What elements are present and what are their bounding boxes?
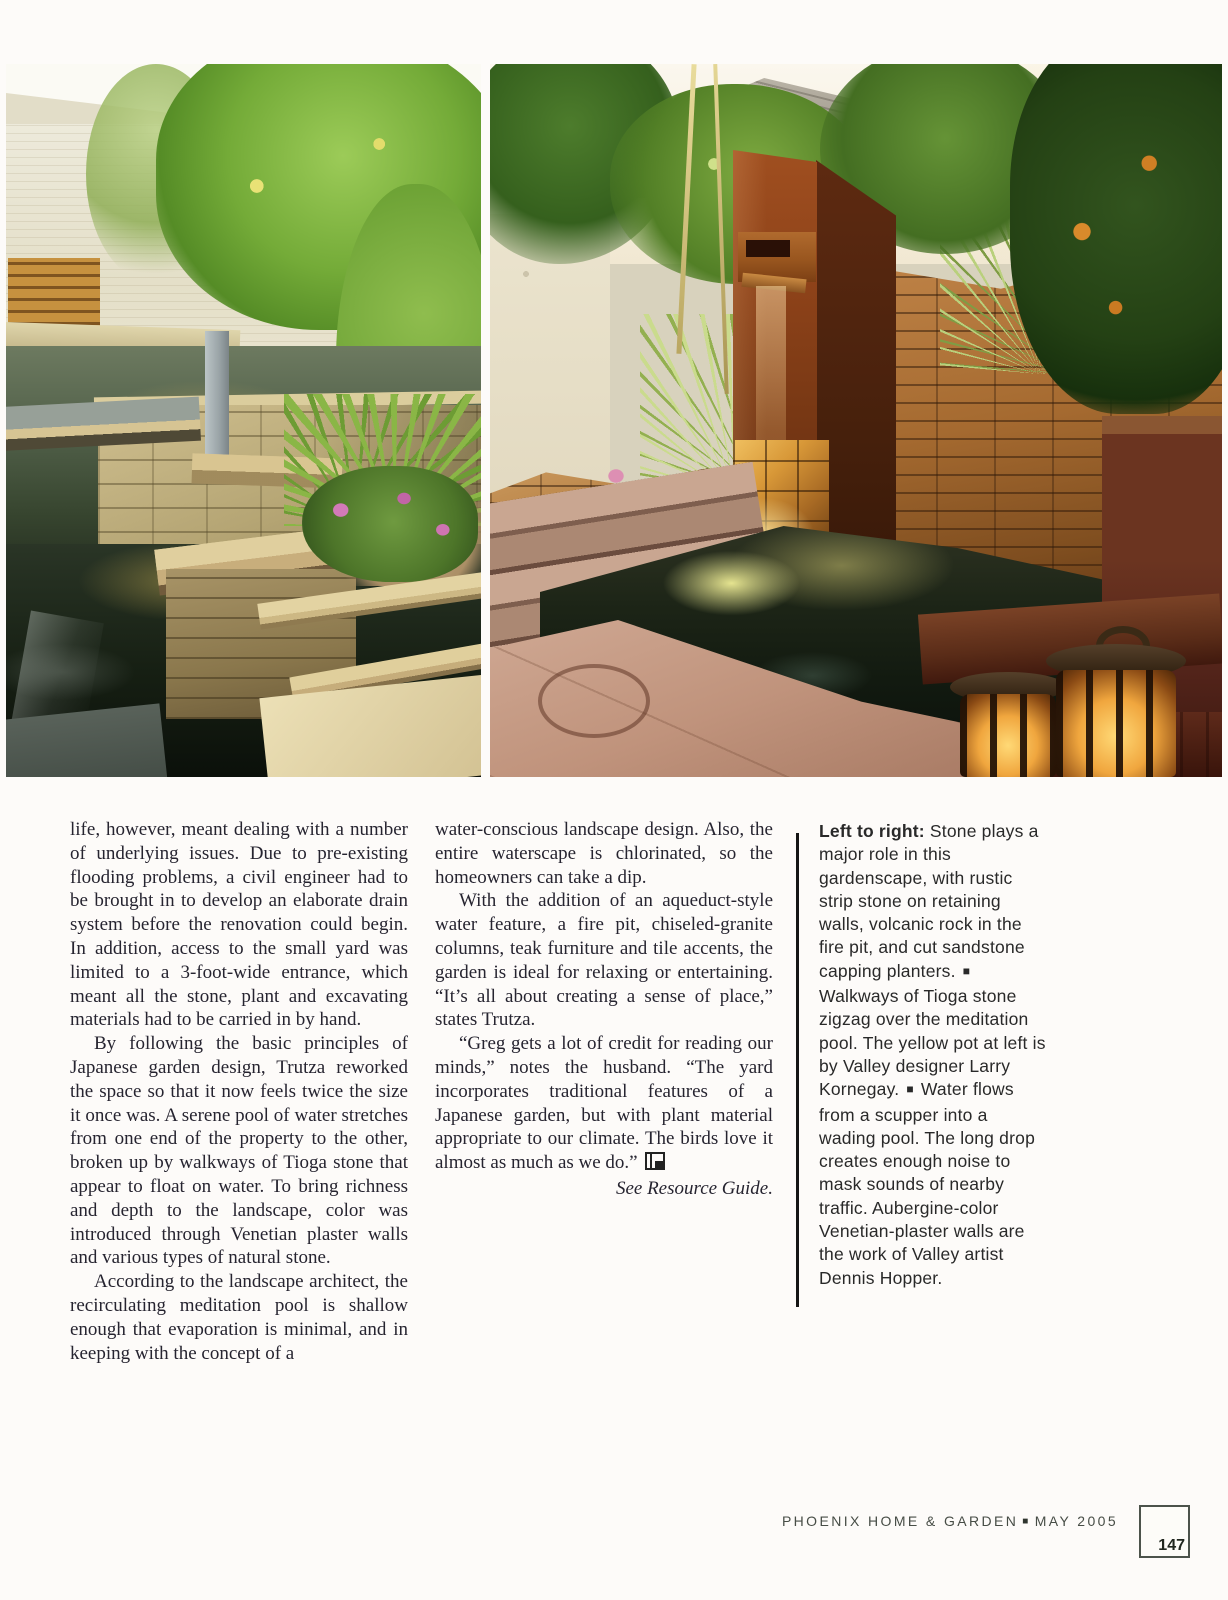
footer	[0, 1513, 1118, 1529]
caption-segment: Walkways of Tioga stone zigzag over the meditation pool. The yellow pot at left is by Valley designer Larry Kornegay.	[819, 986, 1046, 1100]
square-bullet-icon: ■	[1022, 1516, 1031, 1527]
issue-date: MAY 2005	[1034, 1513, 1118, 1529]
paragraph: water-conscious landscape design. Also, the entire waterscape is chlorinated, so the homeowners can take a dip.	[435, 819, 773, 888]
citrus-foliage	[1010, 64, 1222, 414]
candle-lantern	[1056, 670, 1176, 777]
caption-rule	[796, 833, 799, 1307]
photo-meditation-pool	[6, 64, 481, 777]
scupper-opening	[746, 240, 790, 257]
paragraph: According to the landscape architect, the recirculating meditation pool is shallow enough that evaporation is minimal, and in keeping with the concept of a	[70, 1271, 408, 1364]
caption-segment: Stone plays a major role in this gardenscape, with rustic strip stone on retaining walls, volcanic rock in the fire pit, and cut sandstone capping planters.	[819, 821, 1039, 981]
page-number-box	[1139, 1505, 1190, 1558]
paragraph	[435, 1032, 773, 1175]
square-bullet-icon: ■	[962, 963, 971, 978]
flowering-shrub	[302, 466, 478, 582]
article-end-mark	[645, 1152, 665, 1170]
photo-scupper-wall	[490, 64, 1222, 777]
caption-lead-in: Left to right:	[819, 821, 925, 841]
caption-segment: Water flows from a scupper into a wading pool. The long drop creates enough noise to mask sounds of nearby traffic. Aubergine-color Venetian-plaster walls are the work of Valley artist Dennis Hopper.	[819, 1079, 1036, 1288]
paragraph-text: “Greg gets a lot of credit for reading our minds,” notes the husband. “The yard incorporates traditional features of a Japanese garden, but with plant material appropriate to our climate. The birds love it almost as much as we do.”	[435, 1033, 773, 1174]
article-column-2	[435, 818, 773, 1201]
drain-cover	[538, 664, 650, 738]
magazine-name: PHOENIX HOME & GARDEN	[781, 1513, 1019, 1529]
article-column-1	[70, 818, 408, 1365]
photo-caption	[819, 820, 1047, 1290]
paragraph: life, however, meant dealing with a number of underlying issues. Due to pre-existing flooding problems, a civil engineer had to be brought in to develop an elaborate drain system before the renovation could begin. In addition, access to the small yard was limited to a 3-foot-wide entrance, which meant all the stone, plant and excavating materials had to be carried in by hand.	[70, 819, 408, 1031]
page-number: 147	[1158, 1537, 1185, 1554]
square-bullet-icon: ■	[906, 1082, 914, 1097]
candle-lantern	[960, 694, 1056, 777]
paragraph: By following the basic principles of Japanese garden design, Trutza reworked the space so that it now feels twice the size it once was. A serene pool of water stretches from one end of the property to the other, broken up by walkways of Tioga stone that appear to float on water. To bring richness and depth to the landscape, color was introduced through Venetian plaster walls and various types of natural stone.	[70, 1033, 408, 1269]
paragraph: With the addition of an aqueduct-style water feature, a fire pit, chiseled-granite columns, teak furniture and tile accents, the garden is ideal for relaxing or entertaining. “It’s all about creating a sense of place,” states Trutza.	[435, 890, 773, 1031]
resource-guide-note: See Resource Guide.	[615, 1177, 773, 1199]
